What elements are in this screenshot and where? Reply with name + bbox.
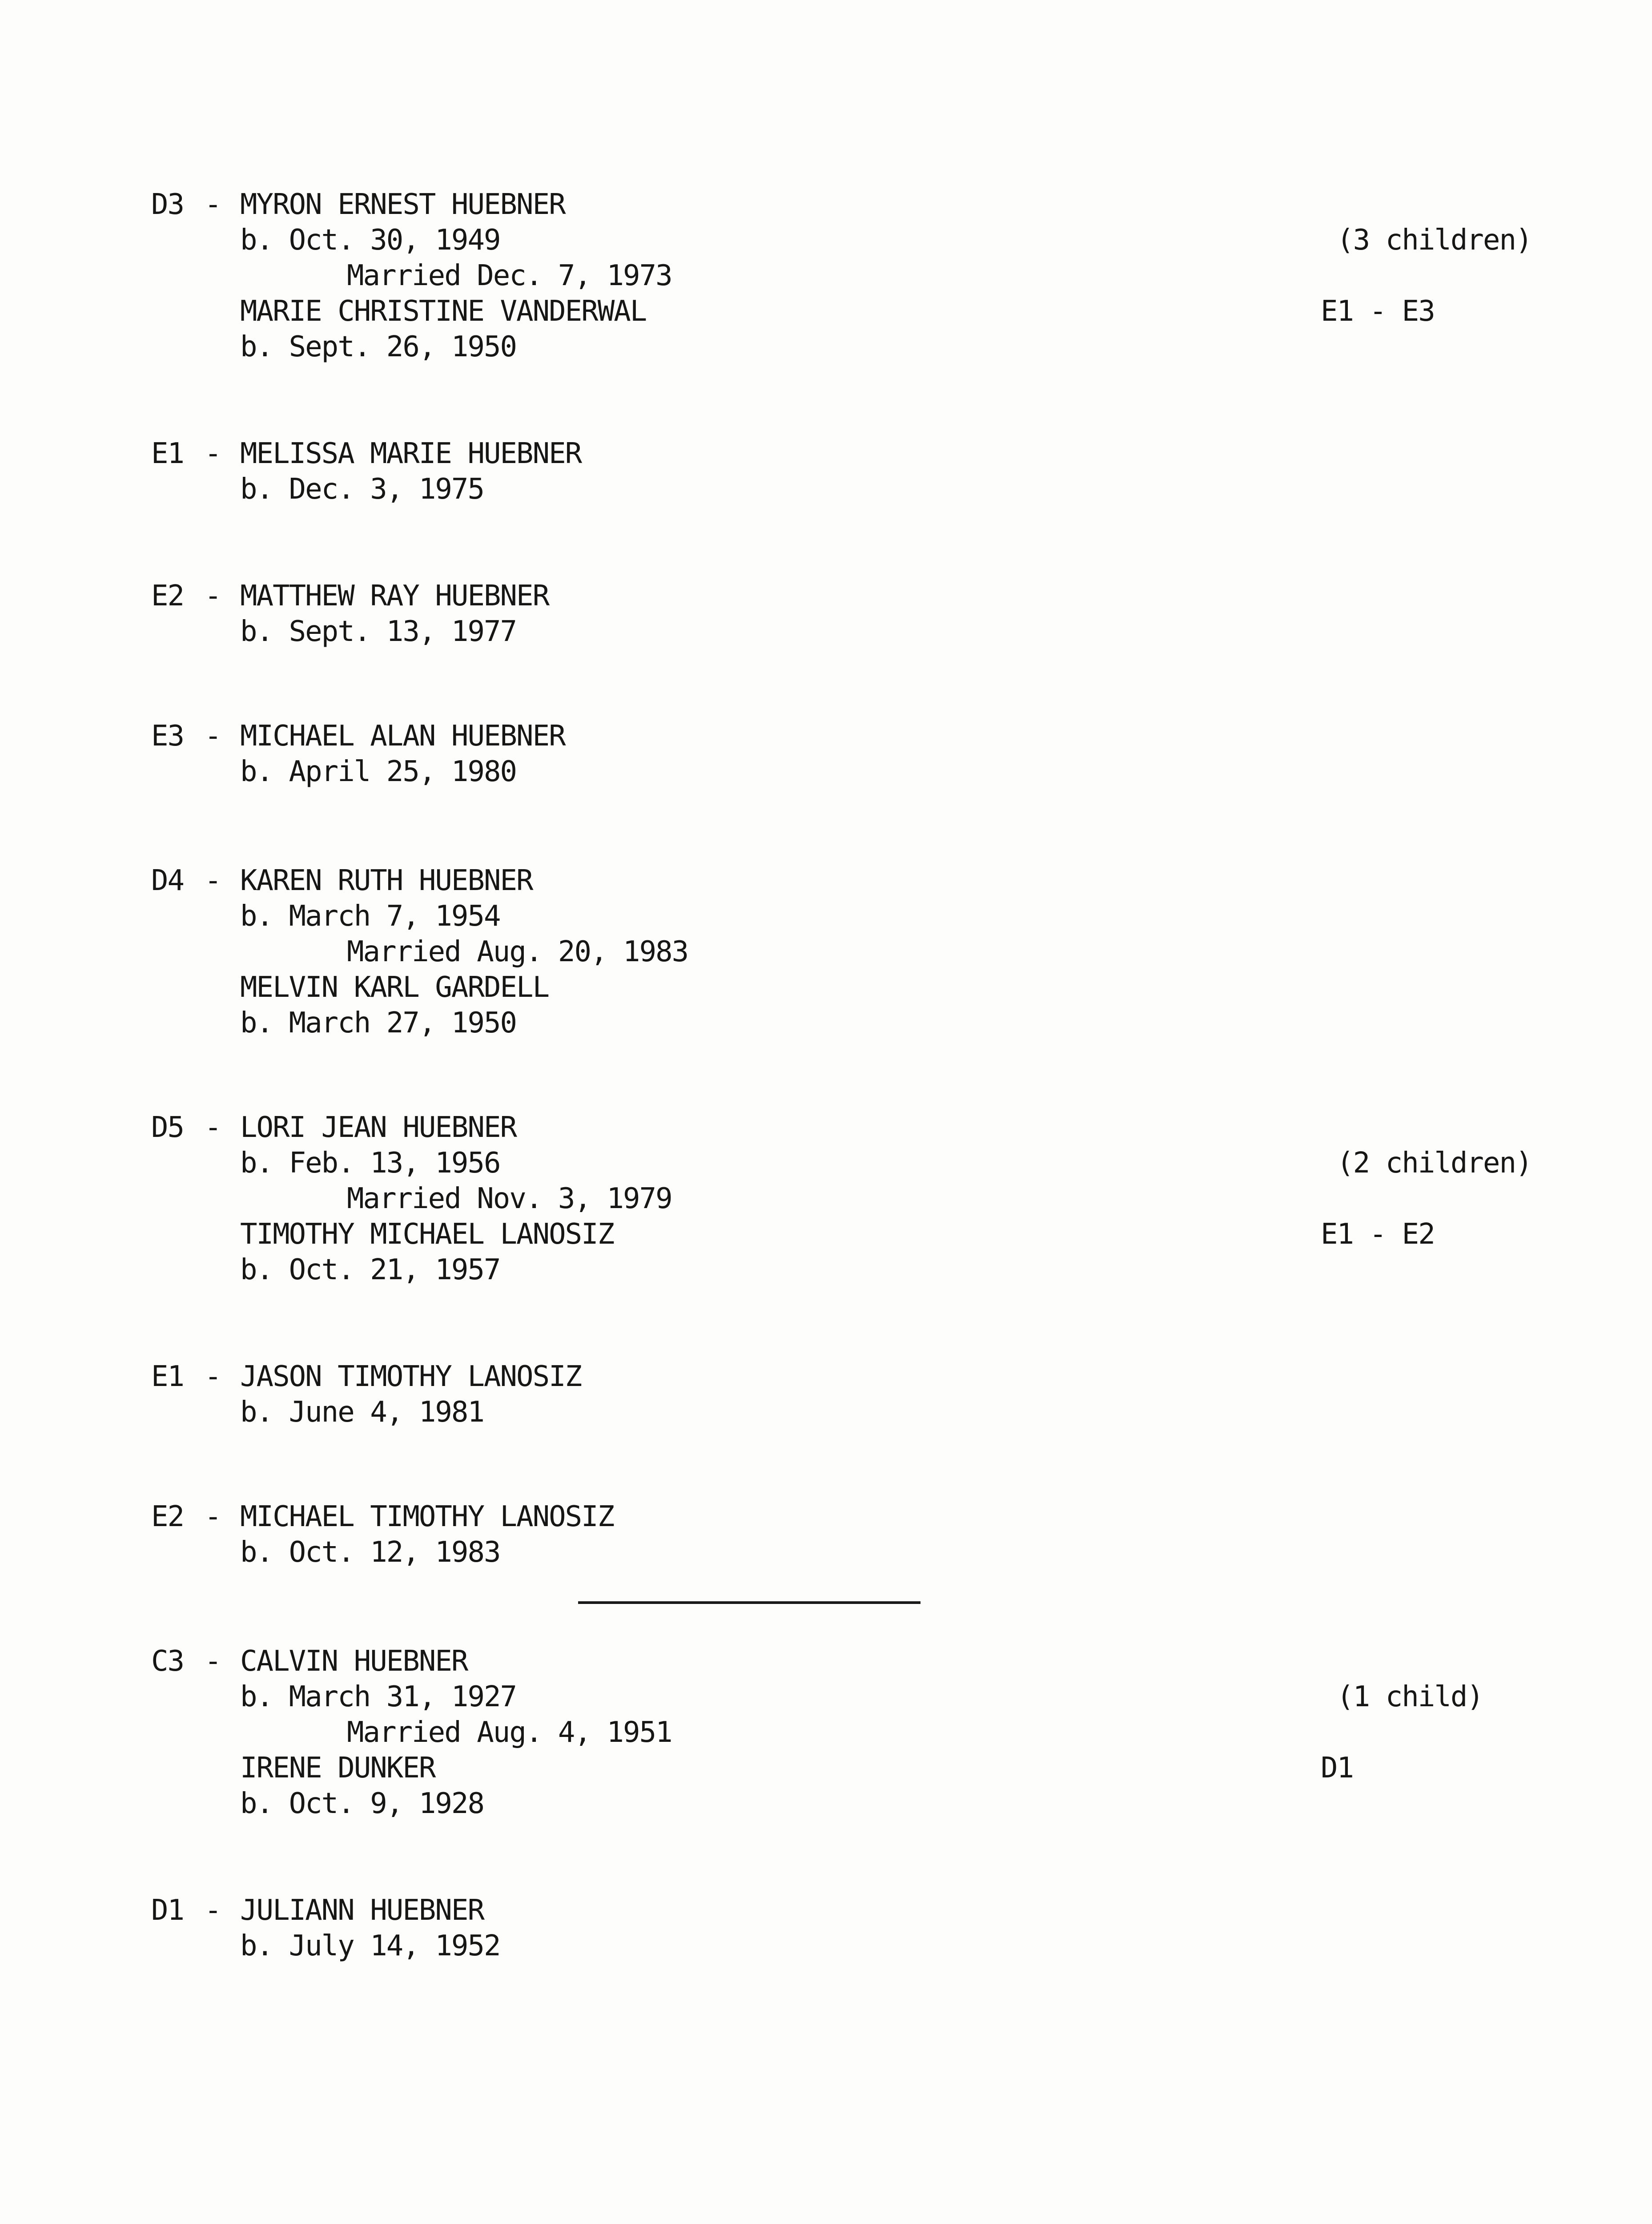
children-range: E1 - E2 [1321,1218,1435,1251]
birth-date: b. March 31, 1927 [240,1680,517,1713]
person-name: CALVIN HUEBNER [240,1645,468,1678]
spouse-name: TIMOTHY MICHAEL LANOSIZ [240,1218,614,1251]
spouse-birth-date: b. Oct. 9, 1928 [240,1787,484,1820]
spouse-name: MELVIN KARL GARDELL [240,971,549,1004]
marriage-date: Married Nov. 3, 1979 [347,1182,672,1215]
person-name: MICHAEL TIMOTHY LANOSIZ [240,1500,614,1533]
entry-dash: - [205,1894,221,1927]
marriage-date: Married Aug. 20, 1983 [347,935,688,968]
person-name: JASON TIMOTHY LANOSIZ [240,1360,582,1393]
entry-dash: - [205,1500,221,1533]
children-count: (3 children) [1337,224,1532,257]
birth-date: b. March 7, 1954 [240,900,500,933]
spouse-name: MARIE CHRISTINE VANDERWAL [240,295,647,328]
birth-date: b. June 4, 1981 [240,1396,484,1429]
birth-date: b. Dec. 3, 1975 [240,473,484,506]
children-note [1272,1644,1483,1857]
birth-date: b. Feb. 13, 1956 [240,1147,500,1180]
children-count: (2 children) [1337,1147,1532,1180]
children-note [1272,187,1532,400]
spouse-birth-date: b. March 27, 1950 [240,1007,517,1039]
person-name: MELISSA MARIE HUEBNER [240,437,582,470]
entry-dash: - [205,1111,221,1144]
entry-dash: - [205,864,221,897]
entry-code: E2 [151,580,184,612]
entry-code: C3 [151,1645,184,1678]
children-range: D1 [1321,1752,1354,1785]
entry-code: D3 [151,188,184,221]
person-name: MATTHEW RAY HUEBNER [240,580,549,612]
children-note [1272,1110,1532,1323]
entry-dash: - [205,580,221,612]
birth-date: b. July 14, 1952 [240,1930,500,1962]
entry-code: D1 [151,1894,184,1927]
birth-date: b. April 25, 1980 [240,755,517,788]
children-count: (1 child) [1337,1680,1483,1713]
entry-code: E1 [151,437,184,470]
spouse-name: IRENE DUNKER [240,1752,435,1785]
marriage-date: Married Aug. 4, 1951 [347,1716,672,1749]
person-name: KAREN RUTH HUEBNER [240,864,533,897]
birth-date: b. Sept. 13, 1977 [240,615,517,648]
entry-dash: - [205,437,221,470]
entry-code: E3 [151,720,184,753]
entry-dash: - [205,720,221,753]
person-name: MYRON ERNEST HUEBNER [240,188,565,221]
spouse-birth-date: b. Sept. 26, 1950 [240,330,517,363]
person-name: LORI JEAN HUEBNER [240,1111,517,1144]
entry-code: E1 [151,1360,184,1393]
children-range: E1 - E3 [1321,295,1435,328]
entry-dash: - [205,188,221,221]
entry-code: E2 [151,1500,184,1533]
entry-dash: - [205,1645,221,1678]
entry-dash: - [205,1360,221,1393]
marriage-date: Married Dec. 7, 1973 [347,259,672,292]
spouse-birth-date: b. Oct. 21, 1957 [240,1253,500,1286]
entry-code: D4 [151,864,184,897]
entry-code: D5 [151,1111,184,1144]
birth-date: b. Oct. 30, 1949 [240,224,500,257]
person-name: JULIANN HUEBNER [240,1894,484,1927]
section-divider [578,1601,920,1604]
person-name: MICHAEL ALAN HUEBNER [240,720,565,753]
birth-date: b. Oct. 12, 1983 [240,1536,500,1569]
